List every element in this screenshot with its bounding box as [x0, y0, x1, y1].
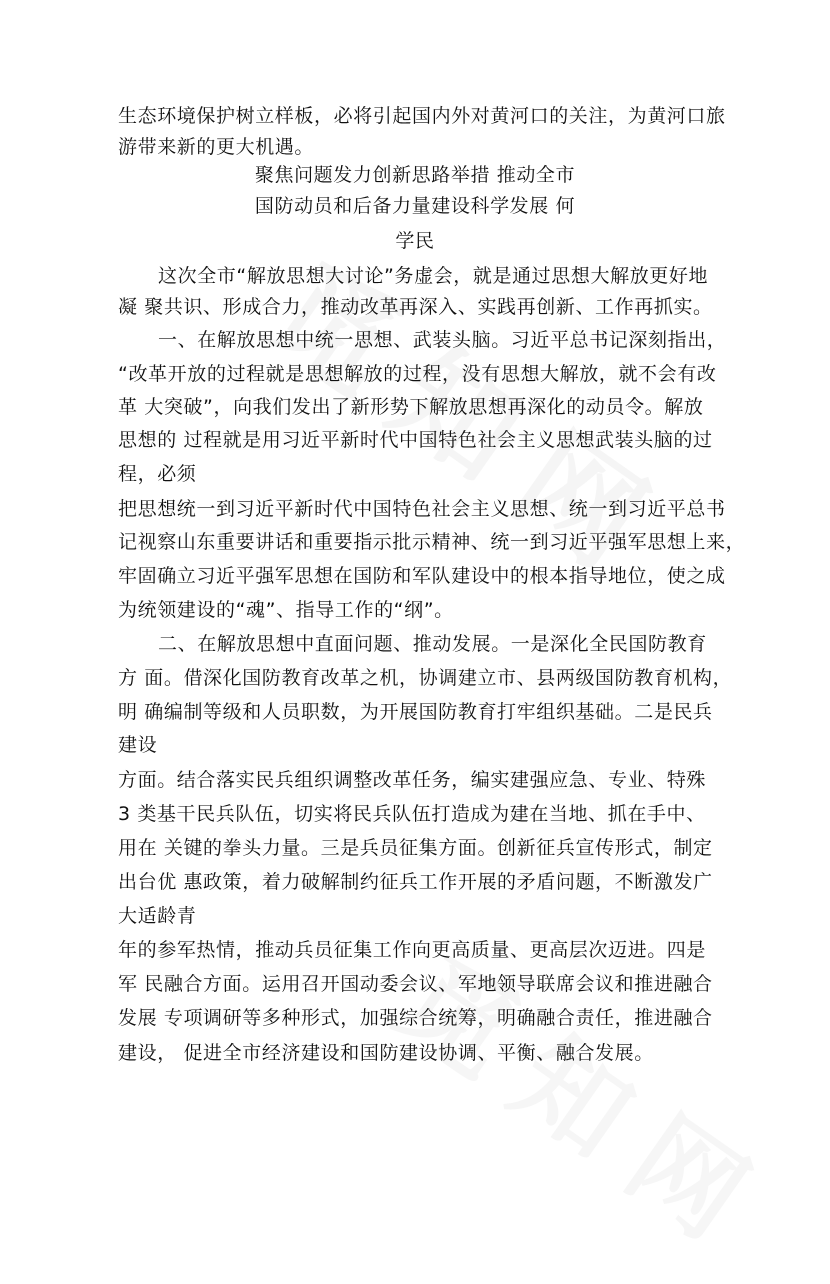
body-text-line: 凝 聚共识、形成合力，推动改革再深入、实践再创新、工作再抓实。	[118, 296, 713, 318]
body-text-line: 为统领建设的“魂”、指导工作的“纲”。	[118, 599, 454, 621]
body-text-line: 明 确编制等级和人员职数，为开展国防教育打牢组织基础。二是民兵	[118, 701, 713, 723]
body-text-line: 一、在解放思想中统一思想、武装头脑。习近平总书记深刻指出，	[158, 329, 727, 351]
body-text-line: 用在 关键的拳头力量。三是兵员征集方面。创新征兵宣传形式，制定	[118, 837, 713, 859]
body-text-line: 这次全市“解放思想大讨论”务虚会，就是通过思想大解放更好地	[158, 265, 709, 287]
body-text-line: 二、在解放思想中直面问题、推动发展。一是深化全民国防教育	[158, 633, 707, 655]
body-text-line: 把思想统一到习近平新时代中国特色社会主义思想、统一到习近平总书	[118, 498, 726, 520]
body-text-line: 出台优 惠政策，着力破解制约征兵工作开展的矛盾问题，不断激发广	[118, 871, 713, 893]
body-text-line: 记视察山东重要讲话和重要指示批示精神、统一到习近平强军思想上来，	[118, 531, 746, 553]
article-author: 学民	[395, 230, 435, 252]
body-text-line: 方 面。借深化国防教育改革之机，协调建立市、县两级国防教育机构，	[118, 667, 733, 689]
body-text-line: 革 大突破”，向我们发出了新形势下解放思想再深化的动员令。解放	[118, 396, 704, 418]
body-text-line: 游带来新的更大机遇。	[118, 136, 315, 158]
body-text-line: “改革开放的过程就是思想解放的过程，没有思想大解放，就不会有改	[118, 363, 717, 385]
body-text-line: 军 民融合方面。运用召开国动委会议、军地领导联席会议和推进融合	[118, 973, 713, 995]
body-text-line: 方面。结合落实民兵组织调整改革任务，编实建强应急、专业、特殊	[118, 769, 707, 791]
article-title-line: 聚焦问题发力创新思路举措 推动全市	[254, 164, 576, 186]
body-text-line: 牢固确立习近平强军思想在国防和军队建设中的根本指导地位，使之成	[118, 565, 726, 587]
body-text-line: 3 类基干民兵队伍，切实将民兵队伍打造成为建在当地、抓在手中、	[118, 803, 706, 825]
body-text-line: 年的参军热情，推动兵员征集工作向更高质量、更高层次迈进。四是	[118, 939, 707, 961]
body-text-line: 生态环境保护树立样板，必将引起国内外对黄河口的关注，为黄河口旅	[118, 105, 726, 127]
body-text-line: 思想的 过程就是用习近平新时代中国特色社会主义思想武装头脑的过	[118, 429, 713, 451]
watermark	[373, 914, 808, 1284]
body-text-line: 建设	[118, 734, 158, 756]
body-text-line: 发展 专项调研等多种形式，加强综合统筹，明确融合责任，推进融合	[118, 1007, 713, 1029]
body-text-line: 大适龄青	[118, 905, 197, 927]
body-text-line: 建设， 促进全市经济建设和国防建设协调、平衡、融合发展。	[118, 1042, 654, 1064]
article-title-line: 国防动员和后备力量建设科学发展 何	[254, 195, 576, 217]
body-text-line: 程，必须	[118, 463, 197, 485]
